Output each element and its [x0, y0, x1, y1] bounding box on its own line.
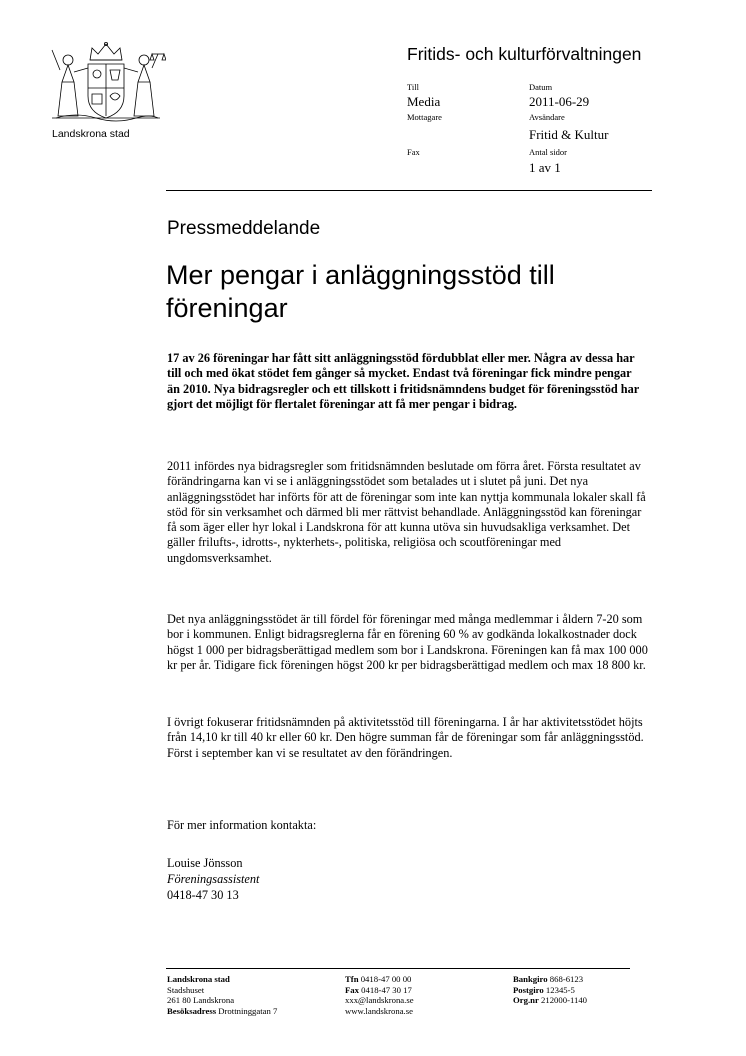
logo-text: Landskrona stad	[52, 128, 130, 140]
sender-value: Fritid & Kultur	[529, 127, 609, 142]
footer-web-link[interactable]: www.landskrona.se	[345, 1005, 413, 1016]
date-value: 2011-06-29	[529, 94, 590, 109]
sender-label: Avsändare	[529, 112, 565, 122]
footer-bankgiro-value: 868-6123	[549, 974, 584, 984]
body-paragraph-2: Det nya anläggningsstödet är till fördel för föreningar med många medlemmar i åldern 7-20 som bor i kommunen. Enligt bidragsreglerna får en förening 60 % av godkända lokalkostnader dock högst 1 000 per bidragsberättigad medlem som bor i Landskrona. Föreningen kan få max 100 000 kr per år. Tidigare fick föreningen högst 200 kr per bidragsberättigad medlem och max 18 800 kr.	[167, 612, 648, 672]
footer-tel-label: Tfn	[345, 974, 359, 984]
footer-fax-label: Fax	[345, 984, 359, 995]
coat-of-arms-icon	[46, 38, 166, 124]
date-label: Datum	[529, 82, 553, 92]
footer-bankgiro-label: Bankgiro	[513, 974, 548, 984]
contact-phone: 0418-47 30 13	[167, 888, 239, 902]
recipient-label: Mottagare	[407, 112, 442, 122]
contact-intro: För mer information kontakta:	[167, 818, 317, 832]
footer-org-building: Stadshuset	[167, 984, 205, 995]
footer-org-postal: 261 80 Landskrona	[167, 995, 235, 1005]
lead-paragraph: 17 av 26 föreningar har fått sitt anläggningsstöd fördubblat eller mer. Några av dessa har till och med ökat stödet fem gånger så mycket. Endast två föreningar fick mindre pengar än 2010. Nya bidragsregler och ett tillskott i fritidsnämndens budget för föreningsstöd har gjort det möjligt för flertalet föreningar att få mer pengar i bidrag.	[167, 351, 639, 411]
municipal-logo	[38, 38, 168, 146]
footer-visit-value: Drottninggatan 7	[218, 1005, 278, 1016]
footer-postgiro-label: Postgiro	[513, 984, 544, 995]
footer-orgnr-label: Org.nr	[513, 995, 539, 1005]
to-label: Till	[407, 82, 419, 92]
footer-org-name: Landskrona stad	[167, 974, 230, 984]
to-value: Media	[407, 94, 441, 109]
body-paragraph-3: I övrigt fokuserar fritidsnämnden på aktivitetsstöd till föreningarna. I år har aktivitetsstödet höjts från 14,10 kr till 40 kr eller 60 kr. Den högre summan får de föreningar som får anläggningsstöd. Först i september kan vi se resultatet av den förändringen.	[167, 715, 644, 760]
contact-role: Föreningsassistent	[167, 872, 260, 886]
footer-tel-value: 0418-47 00 00	[360, 974, 412, 984]
footer-orgnr-value: 212000-1140	[541, 995, 588, 1005]
footer-divider	[166, 968, 630, 969]
department-name: Fritids- och kulturförvaltningen	[407, 44, 642, 64]
footer-address	[167, 974, 277, 1016]
footer-banking	[513, 974, 587, 1006]
body-paragraph-1: 2011 infördes nya bidragsregler som fritidsnämnden beslutade om förra året. Första resultatet av förändringarna kan vi se i anläggningsstödet som betalades ut i slutet på juni. Det nya anläggningsstödet har införts för att de föreningar som inte kan nyttja kommunala lokaler skall få stöd för sin verksamhet och därmed bli mer rättvist behandlade. Anläggningsstöd kan föreningar få som äger eller hyr lokal i Landskrona för att kunna utöva sin huvudsakliga verksamhet. Det gäller frilufts-, idrotts-, nykterhets-, politiska, religiösa och scoutföreningar med ungdomsverksamhet.	[167, 459, 646, 565]
pages-label: Antal sidor	[529, 147, 568, 157]
contact-name: Louise Jönsson	[167, 856, 243, 870]
footer-fax-value: 0418-47 30 17	[361, 984, 412, 995]
header-divider	[166, 190, 652, 191]
footer-visit-label: Besöksadress	[167, 1005, 217, 1016]
pages-value: 1 av 1	[529, 160, 561, 175]
footer-email-link[interactable]: xxx@landskrona.se	[345, 995, 414, 1005]
fax-label: Fax	[407, 147, 420, 157]
page-title: Mer pengar i anläggningsstöd till föreningar	[166, 260, 555, 323]
footer-contact	[345, 974, 414, 1016]
footer-postgiro-value: 12345-5	[545, 984, 575, 995]
document-type: Pressmeddelande	[167, 218, 321, 239]
